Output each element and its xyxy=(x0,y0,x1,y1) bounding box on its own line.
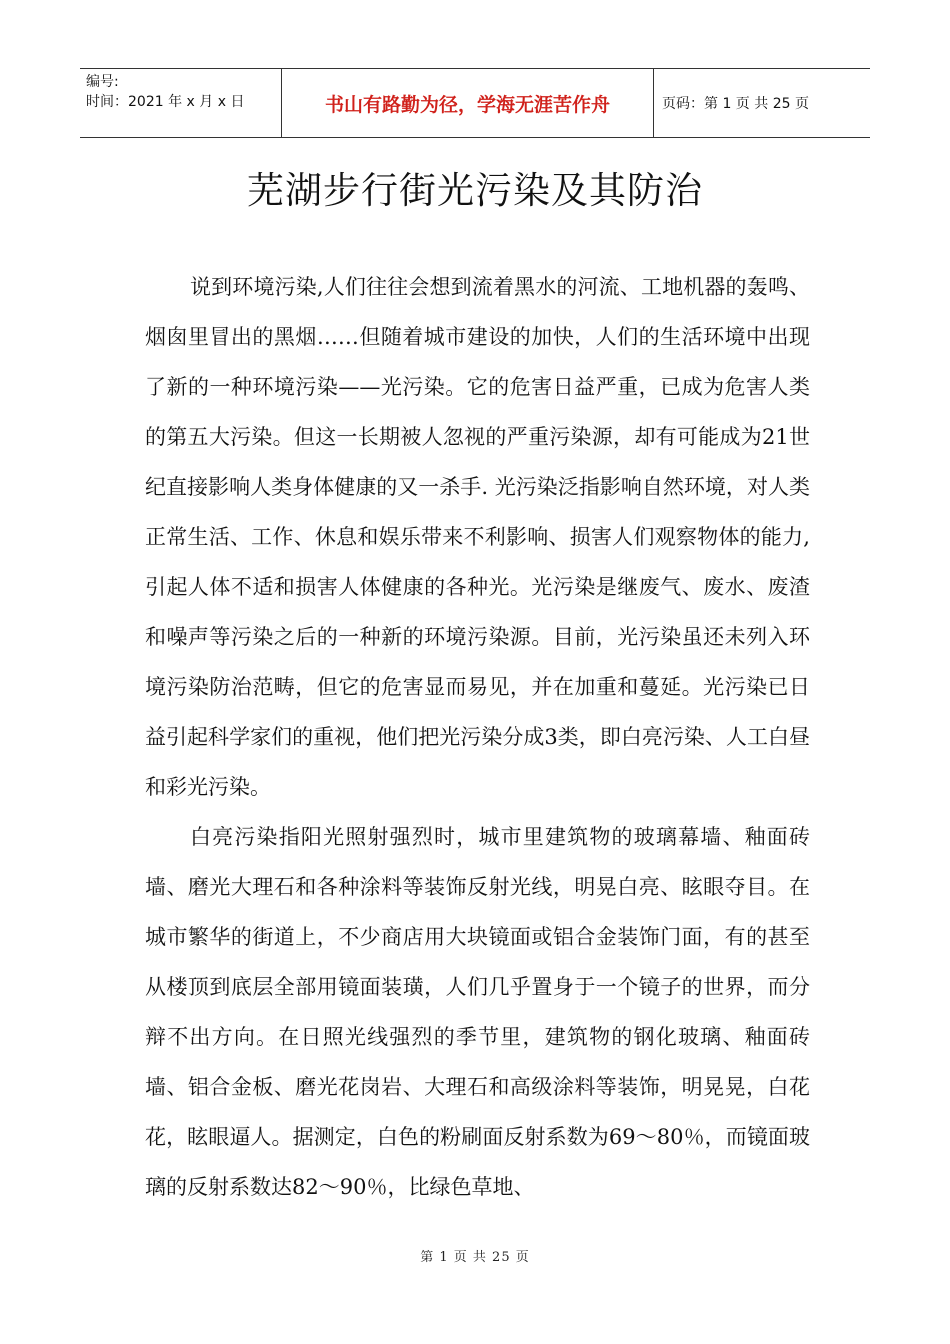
serial-label: 编号: xyxy=(86,74,119,90)
document-body xyxy=(145,262,810,1212)
header-meta xyxy=(80,69,281,137)
page-footer: 第 1 页 共 25 页 xyxy=(420,1250,530,1265)
paragraph: 白亮污染指阳光照射强烈时，城市里建筑物的玻璃幕墙、釉面砖墙、磨光大理石和各种涂料等装饰反射光线，明晃白亮、眩眼夺目。在城市繁华的街道上，不少商店用大块镜面或铝合金装饰门面，有的甚至从楼顶到底层全部用镜面装璜，人们几乎置身于一个镜子的世界，而分辩不出方向。在日照光线强烈的季节里，建筑物的钢化玻璃、釉面砖墙、铝合金板、磨光花岗岩、大理石和高级涂料等装饰，明晃晃，白花花，眩眼逼人。据测定，白色的粉刷面反射系数为69～80％，而镜面玻璃的反射系数达82～90％，比绿色草地、 xyxy=(145,825,810,1199)
motto: 书山有路勤为径，学海无涯苦作舟 xyxy=(281,69,654,137)
document-title: 芜湖步行街光污染及其防治 xyxy=(247,169,703,212)
paragraph: 说到环境污染,人们往往会想到流着黑水的河流、工地机器的轰鸣、烟囱里冒出的黑烟……但随着城市建设的加快，人们的生活环境中出现了新的一种环境污染——光污染。它的危害日益严重，已成为危害人类的第五大污染。但这一长期被人忽视的严重污染源，却有可能成为21世纪直接影响人类身体健康的又一杀手. 光污染泛指影响自然环境，对人类正常生活、工作、休息和娱乐带来不利影响、损害人们观察物体的能力,引起人体不适和损害人体健康的各种光。光污染是继废气、废水、废渣和噪声等污染之后的一种新的环境污染源。目前，光污染虽还未列入环境污染防治范畴，但它的危害显而易见，并在加重和蔓延。光污染已日益引起科学家们的重视，他们把光污染分成3类，即白亮污染、人工白昼和彩光污染。 xyxy=(145,275,810,799)
date-label: 时间：2021 年 x 月 x 日 xyxy=(86,94,245,110)
document-header xyxy=(80,68,870,138)
page-info: 页码：第 1 页 共 25 页 xyxy=(662,96,809,112)
